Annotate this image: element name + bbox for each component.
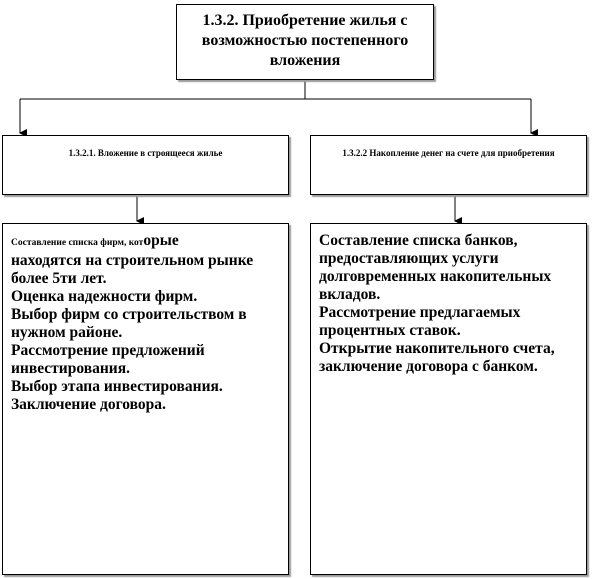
detail-box-left <box>2 223 289 575</box>
branch-right-title: 1.3.2.2 Накопление денег на счете для приобретения <box>342 148 555 158</box>
root-node-text: 1.3.2. Приобретение жилья с возможностью постепенного вложения <box>201 12 409 69</box>
detail-left-first-small: Составление списка фирм, кот <box>11 238 144 248</box>
root-node <box>176 4 434 80</box>
detail-box-right <box>310 223 587 575</box>
detail-left-text <box>11 232 282 414</box>
detail-left-first-rest: орые <box>143 232 179 249</box>
branch-left-title: 1.3.2.1. Вложение в строящееся жилье <box>68 148 223 158</box>
branch-node-right <box>310 135 587 195</box>
detail-right-text: Составление списка банков, предоставляющих услуги долговременных накопительных вкладов. Рассмотрение предлагаемых процентных ставок. Открытие накопительного счета, заключение договора с банком. <box>319 232 555 375</box>
detail-left-rest: находятся на строительном рынке более 5ти лет. Оценка надежности фирм. Выбор фирм со строительством в нужном районе. Рассмотрение предложений инвестирования. Выбор этапа инвестирования. Заключение договора. <box>11 252 254 413</box>
branch-node-left <box>2 135 289 195</box>
